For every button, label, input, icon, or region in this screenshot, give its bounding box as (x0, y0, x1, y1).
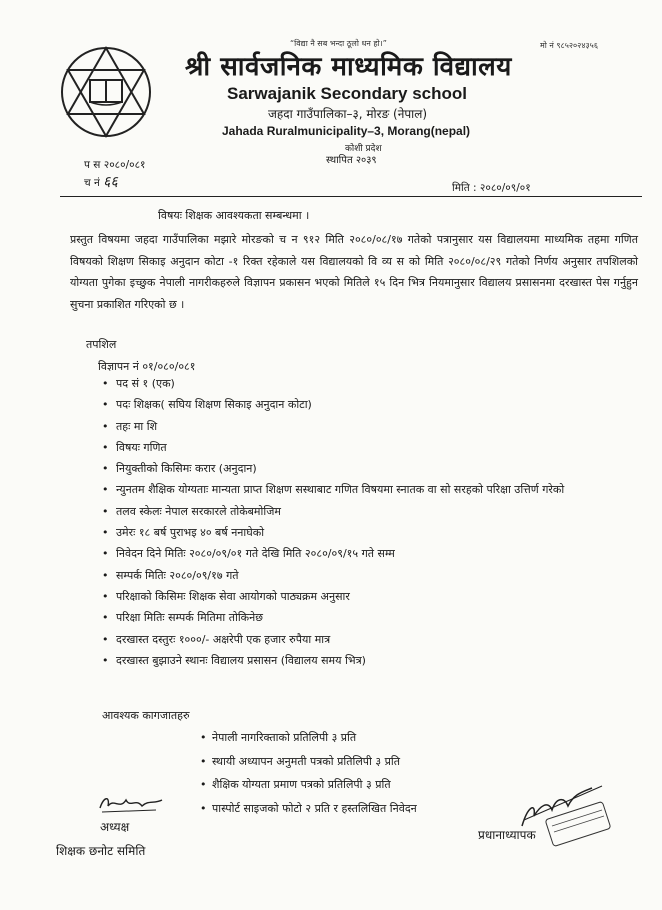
school-logo-icon (60, 40, 152, 144)
vacancy-details-list (98, 376, 638, 674)
letter-subject: विषयः शिक्षक आवश्यकता सम्बन्धमा । (158, 209, 310, 222)
dispatch-number-value: ६६ (103, 174, 118, 190)
list-item: • सम्पर्क मितिः २०८०/०९/१७ गते (98, 568, 638, 583)
mobile-number: मो नं ९८५२०२४३५६ (540, 41, 598, 50)
list-item: • पद सं १ (एक) (98, 376, 638, 391)
list-item: • शैक्षिक योग्यता प्रमाण पत्रको प्रतिलिपी ३ प्रति (200, 777, 417, 792)
advertisement-number: विज्ञापन नं ०१/०८०/०८१ (98, 360, 196, 373)
list-item: • परिक्षाको किसिमः शिक्षक सेवा आयोगको पाठ्यक्रम अनुसार (98, 589, 638, 604)
committee-name: शिक्षक छनोट समिति (56, 844, 146, 858)
details-heading: तपशिल (86, 338, 117, 351)
list-item: • परिक्षा मितिः सम्पर्क मितिमा तोकिनेछ (98, 610, 638, 625)
chair-signature-icon (96, 792, 166, 816)
list-item: • निवेदन दिने मितिः २०८०/०९/०१ गते देखि मिति २०८०/०९/१५ गते सम्म (98, 546, 638, 561)
list-item: • नेपाली नागरिक्ताको प्रतिलिपी ३ प्रति (200, 730, 417, 745)
fiscal-year-ref: प स २०८०/०८१ (84, 159, 146, 171)
letter-date: मिति : २०८०/०९/०१ (452, 182, 531, 194)
list-item: • नियुक्तीको किसिमः करार (अनुदान) (98, 461, 638, 476)
dispatch-number (84, 172, 118, 191)
principal-title: प्रधानाध्यापक (478, 828, 536, 842)
dispatch-number-label: च नं (84, 177, 104, 189)
school-motto: “विद्या नै सब भन्दा ठूलो धन हो।” (290, 39, 387, 48)
letter-body: प्रस्तुत विषयमा जहदा गाउँपालिका मझारे मोरङको च न ९१२ मिति २०८०/०८/१७ गतेको पत्रानुसार यस विद्यालयमा माध्यमिक तहमा गणित विषयको शिक्षण सिकाइ अनुदान कोटा -१ रिक्त रहेकाले यस विद्यालयको वि व्य स को मिति २०८०/०८/२९ गतेको निर्णय अनुसार तपशिलको योग्यता पुगेका इच्छुक नेपाली नागरीकहरुले विज्ञापन प्रकासन भएको मितिले १५ दिन भित्र नियमानुसार विद्यालय प्रसासनमा दरखास्त पेस गर्नुहुन सुचना प्रकाशित गरिएको छ । (70, 233, 638, 311)
list-item: • पदः शिक्षक( सघिय शिक्षण सिकाइ अनुदान कोटा) (98, 397, 638, 412)
school-name-english: Sarwajanik Secondary school (227, 84, 467, 103)
documents-heading: आवश्यक कागजातहरु (102, 709, 190, 722)
list-item: • विषयः गणित (98, 440, 638, 455)
list-item: • दरखास्त बुझाउने स्थानः विद्यालय प्रसासन (विद्यालय समय भित्र) (98, 653, 638, 668)
established-year: स्थापित २०३९ (326, 155, 377, 166)
address-english: Jahada Ruralmunicipality–3, Morang(nepal) (222, 124, 471, 138)
required-documents-list (200, 730, 417, 824)
header-divider (60, 196, 642, 197)
chair-title: अध्यक्ष (100, 820, 130, 834)
list-item: • उमेरः १८ बर्ष पुराभइ ४० बर्ष ननाघेको (98, 525, 638, 540)
list-item: • दरखास्त दस्तुरः १०००/- अक्षरेपी एक हजार रुपैया मात्र (98, 632, 638, 647)
province: कोशी प्रदेश (345, 144, 382, 154)
address-nepali: जहदा गाउँपालिका–३, मोरङ (नेपाल) (268, 107, 428, 121)
list-item: • पास्पोर्ट साइजको फोटो २ प्रति र हस्तलिखित निवेदन (200, 801, 417, 816)
list-item: • न्युनतम शैक्षिक योग्यताः मान्यता प्राप्त शिक्षण सस्थाबाट गणित विषयमा स्नातक वा सो सरहको परिक्षा उत्तिर्ण गरेको (98, 482, 638, 497)
list-item: • स्थायी अध्यापन अनुमती पत्रको प्रतिलिपी ३ प्रति (200, 754, 417, 769)
school-name-nepali: श्री सार्वजनिक माध्यमिक विद्यालय (185, 52, 512, 82)
list-item: • तलव स्केलः नेपाल सरकारले तोकेबमोजिम (98, 504, 638, 519)
list-item: • तहः मा शि (98, 419, 638, 434)
